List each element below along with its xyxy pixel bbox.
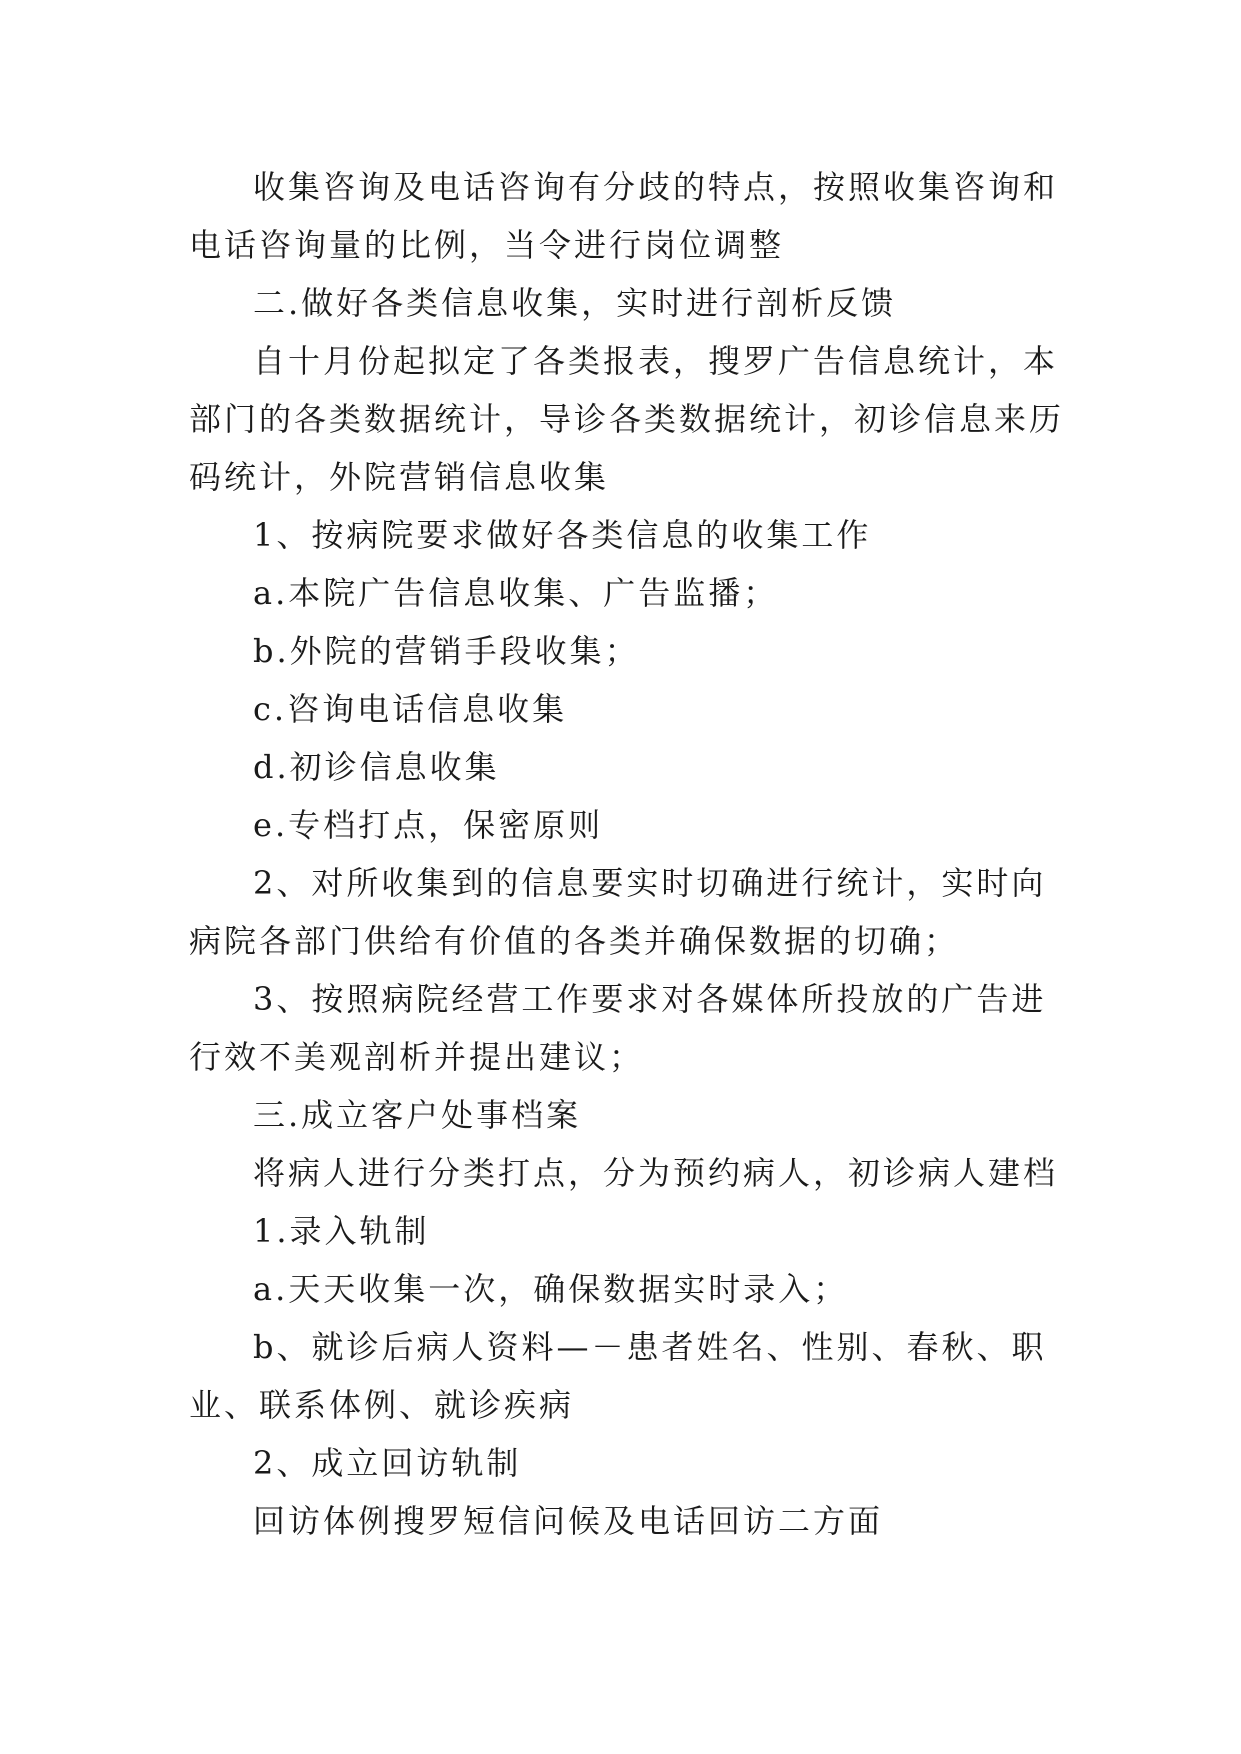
paragraph: 收集咨询及电话咨询有分歧的特点，按照收集咨询和电话咨询量的比例，当令进行岗位调整 <box>189 168 1059 264</box>
list-item: b.外院的营销手段收集； <box>253 632 640 670</box>
list-item: d.初诊信息收集 <box>253 748 500 786</box>
list-item: c.咨询电话信息收集 <box>253 690 568 728</box>
paragraph: 将病人进行分类打点，分为预约病人，初诊病人建档 <box>253 1154 1059 1192</box>
section-heading: 三.成立客户处事档案 <box>253 1096 582 1134</box>
list-item: 1、按病院要求做好各类信息的收集工作 <box>253 516 872 554</box>
list-item: b、就诊后病人资料—－患者姓名、性别、春秋、职业、联系体例、就诊疾病 <box>189 1328 1047 1424</box>
list-item: a.天天收集一次，确保数据实时录入； <box>253 1270 849 1308</box>
paragraph: 回访体例搜罗短信问候及电话回访二方面 <box>253 1502 884 1540</box>
list-item: 1.录入轨制 <box>253 1212 430 1250</box>
list-item: 2、对所收集到的信息要实时切确进行统计，实时向病院各部门供给有价值的各类并确保数据的切确； <box>189 864 1047 960</box>
list-item: e.专档打点，保密原则 <box>253 806 604 844</box>
list-item: 3、按照病院经营工作要求对各媒体所投放的广告进行效不美观剖析并提出建议； <box>189 980 1047 1076</box>
paragraph: 自十月份起拟定了各类报表，搜罗广告信息统计，本部门的各类数据统计，导诊各类数据统计，初诊信息来历码统计，外院营销信息收集 <box>189 342 1065 496</box>
document-body <box>189 158 1069 1550</box>
list-item: 2、成立回访轨制 <box>253 1444 522 1482</box>
section-heading: 二.做好各类信息收集，实时进行剖析反馈 <box>253 284 897 322</box>
list-item: a.本院广告信息收集、广告监播； <box>253 574 779 612</box>
